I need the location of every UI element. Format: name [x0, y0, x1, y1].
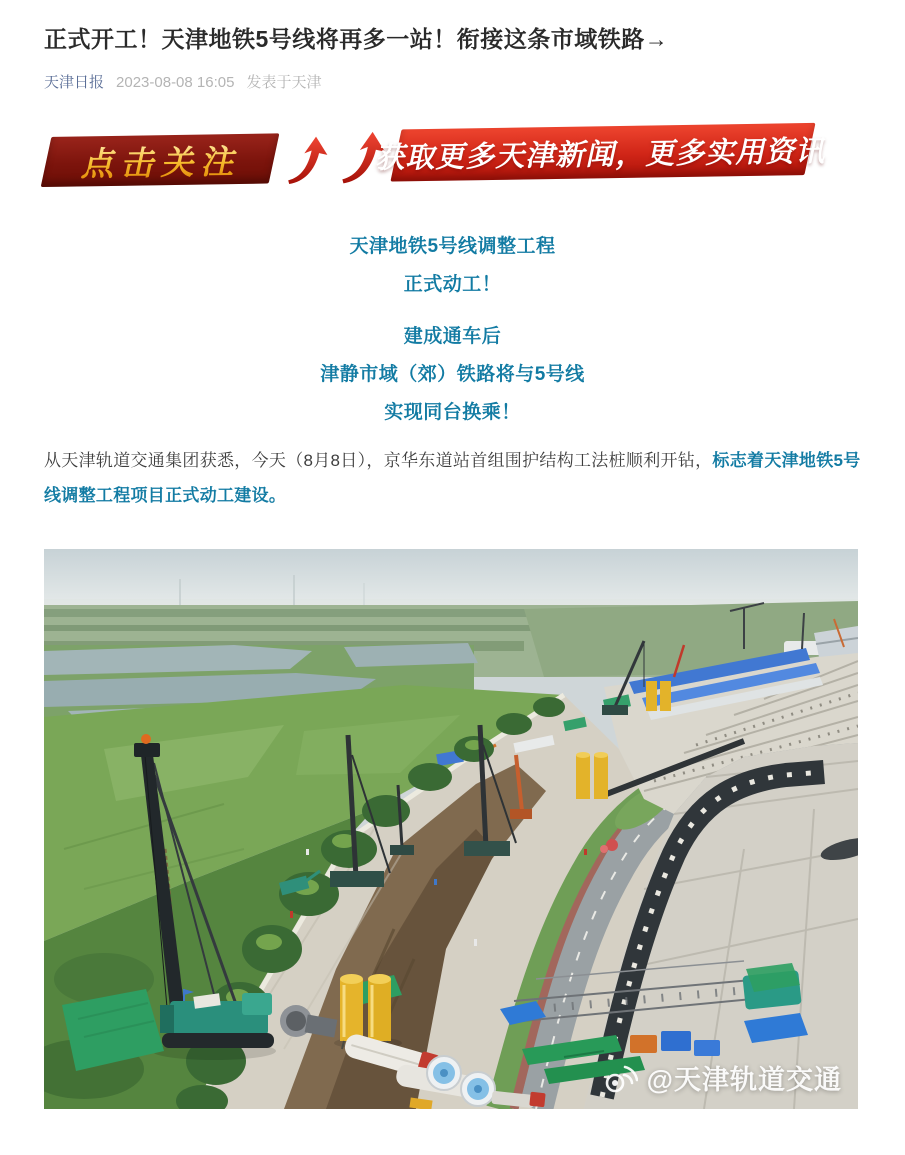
body-paragraph [44, 443, 861, 513]
lead-line: 正式动工！ [403, 274, 502, 296]
byline [44, 71, 861, 92]
body-text: 从天津轨道交通集团获悉，今天（8月8日），京华东道站首组围护结构工法桩顺利开钻， [44, 451, 713, 471]
source-link[interactable]: 天津日报 [44, 74, 105, 92]
article-title: 正式开工！天津地铁5号线将再多一站！衔接这条市域铁路→ [44, 26, 669, 52]
lead-line: 实现同台换乘！ [384, 402, 521, 424]
weibo-icon [604, 1063, 638, 1093]
lead-line: 天津地铁5号线调整工程 [349, 236, 556, 258]
follow-promo-banner[interactable] [44, 122, 831, 190]
publish-date: 2023-08-08 16:05 [116, 74, 235, 92]
follow-label-plate [41, 133, 280, 187]
construction-aerial-illustration [44, 549, 858, 1109]
lead-line: 津静市域（郊）铁路将与5号线 [320, 364, 585, 386]
promo-label-plate [374, 123, 831, 182]
promo-label: 获取更多天津新闻，更多实用资讯 [374, 135, 831, 175]
article-photo[interactable] [44, 549, 858, 1109]
photo-watermark [604, 1058, 842, 1097]
body-highlight-text: 标志着天津地铁5号线调整工程项目正式动工建设。 [44, 451, 861, 506]
lead-block [44, 228, 861, 432]
publish-location: 发表于天津 [246, 74, 322, 92]
follow-label: 点击关注 [71, 135, 248, 185]
article [44, 0, 861, 1109]
lead-line: 建成通车后 [403, 326, 502, 348]
watermark-text: @天津轨道交通 [646, 1065, 842, 1096]
